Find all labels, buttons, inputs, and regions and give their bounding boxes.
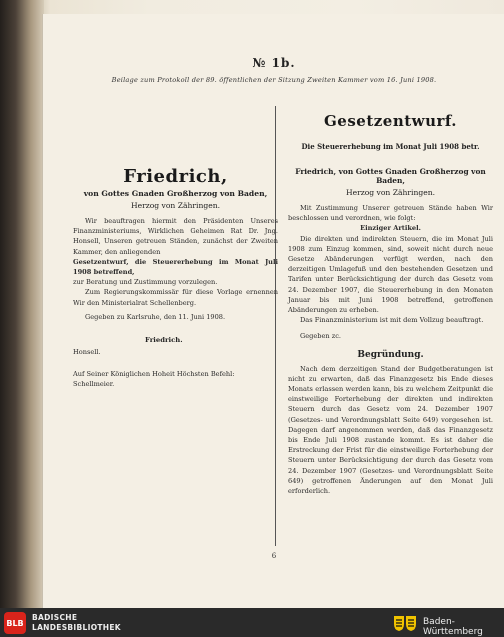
bill-subtitle: Die Steuererhebung im Monat Juli 1908 betr. <box>301 142 480 151</box>
decree-paragraph-2: Zum Regierungskommissär für diese Vorlage ernennen Wir den Ministerialrat Schellenberg. <box>73 288 278 307</box>
bill-article-title: Einziger Artikel. <box>360 224 421 233</box>
bill-title: Gesetzentwurf. <box>323 112 458 130</box>
decree-subtitle: von Gottes Gnaden Großherzog von Baden, <box>83 189 268 198</box>
decree-order: Auf Seiner Königlichen Hoheit Höchsten Befehl: <box>73 370 235 379</box>
document-page <box>42 14 504 608</box>
bill-body <box>288 203 493 342</box>
bill-ministry: Das Finanzministerium ist mit dem Vollzug beauftragt. <box>300 316 484 325</box>
decree-body <box>73 216 278 322</box>
page-number: 6 <box>271 552 277 560</box>
library-name-line-2: LANDESBIBLIOTHEK <box>32 623 121 632</box>
decree-title: Friedrich, <box>123 166 228 187</box>
protocol-note: Beilage zum Protokoll der 89. öffentlichen der Sitzung Zweiten Kammer vom 16. Juni 1908. <box>111 76 437 84</box>
decree-signature: Friedrich. <box>145 336 183 345</box>
document-number: № 1b. <box>252 56 296 70</box>
decree-subtitle-2: Herzog von Zähringen. <box>130 201 221 210</box>
region-name[interactable]: Baden-Württemberg <box>423 617 483 637</box>
right-column <box>288 104 493 496</box>
decree-order-name: Schellmeier. <box>73 380 115 389</box>
bill-intro: Mit Zustimmung Unserer getreuen Stände haben Wir beschlossen und verordnen, wie folgt: <box>288 204 493 223</box>
library-name[interactable] <box>32 613 121 633</box>
reason-body <box>288 364 493 497</box>
blb-logo[interactable]: BLB <box>4 612 26 634</box>
decree-bill-title: Gesetzentwurf, die Steuererhebung im Monat Juli 1908 betreffend, <box>73 257 278 277</box>
footer-bar <box>0 608 504 637</box>
book-spine-shadow <box>0 0 44 608</box>
decree-paragraph-1: Wir beauftragen hiermit den Präsidenten Unseres Finanzministeriums, Wirklichen Geheimen Rat Dr. Jng. Honsell, Unseren getreuen Ständen, zunächst der Zweiten Kammer, den anliegenden <box>73 217 278 256</box>
library-name-line-1: BADISCHE <box>32 613 78 622</box>
decree-paragraph-1-end: zur Beratung und Zustimmung vorzulegen. <box>73 278 218 287</box>
decree-dateline: Gegeben zu Karlsruhe, den 11. Juni 1908. <box>85 312 226 321</box>
bill-heading: Friedrich, von Gottes Gnaden Großherzog von Baden, <box>295 167 486 185</box>
bill-given: Gegeben zc. <box>300 332 342 341</box>
coat-of-arms-icon <box>392 614 418 632</box>
bill-heading-2: Herzog von Zähringen. <box>345 188 436 197</box>
reason-title: Begründung. <box>357 349 424 360</box>
left-column <box>73 104 278 390</box>
decree-countersign: Honsell. <box>73 348 101 357</box>
bill-article-text: Die direkten und indirekten Steuern, die im Monat Juli 1908 zum Einzug kommen, sind, soweit nicht durch neue Gesetze Abänderungen verfügt werden, nach den derzeitigen Umlagefuß und den bestehenden Gesetzen und Tarifen unter Berücksichtigung der durch das Gesetz vom 24. Dezember 1907, die Steuererhebung in den Monaten Januar bis mit Juni 1908 betreffend, getroffenen Abänderungen zu erheben. <box>288 234 493 315</box>
reason-text: Nach dem derzeitigen Stand der Budgetberatungen ist nicht zu erwarten, daß das Finanzgesetz bis Ende dieses Monats erlassen werden kann, bis zu welchem Zeitpunkt die einstweilige Forterhebung der direkten und indirekten Steuern durch das Gesetz vom 24. Dezember 1907 (Gesetzes- und Verordnungsblatt Seite 649) vorgesehen ist. Dagegen darf angenommen werden, daß das Finanzgesetz bis Ende Juli 1908 zustande kommt. Es ist daher die Erstreckung der Frist für die einstweilige Forterhebung der Steuern unter Berücksichtigung der durch das Gesetz vom 24. Dezember 1907 (Gesetzes- und Verordnungsblatt Seite 649) getroffenen Änderungen auf den Monat Juli erforderlich. <box>288 364 493 496</box>
